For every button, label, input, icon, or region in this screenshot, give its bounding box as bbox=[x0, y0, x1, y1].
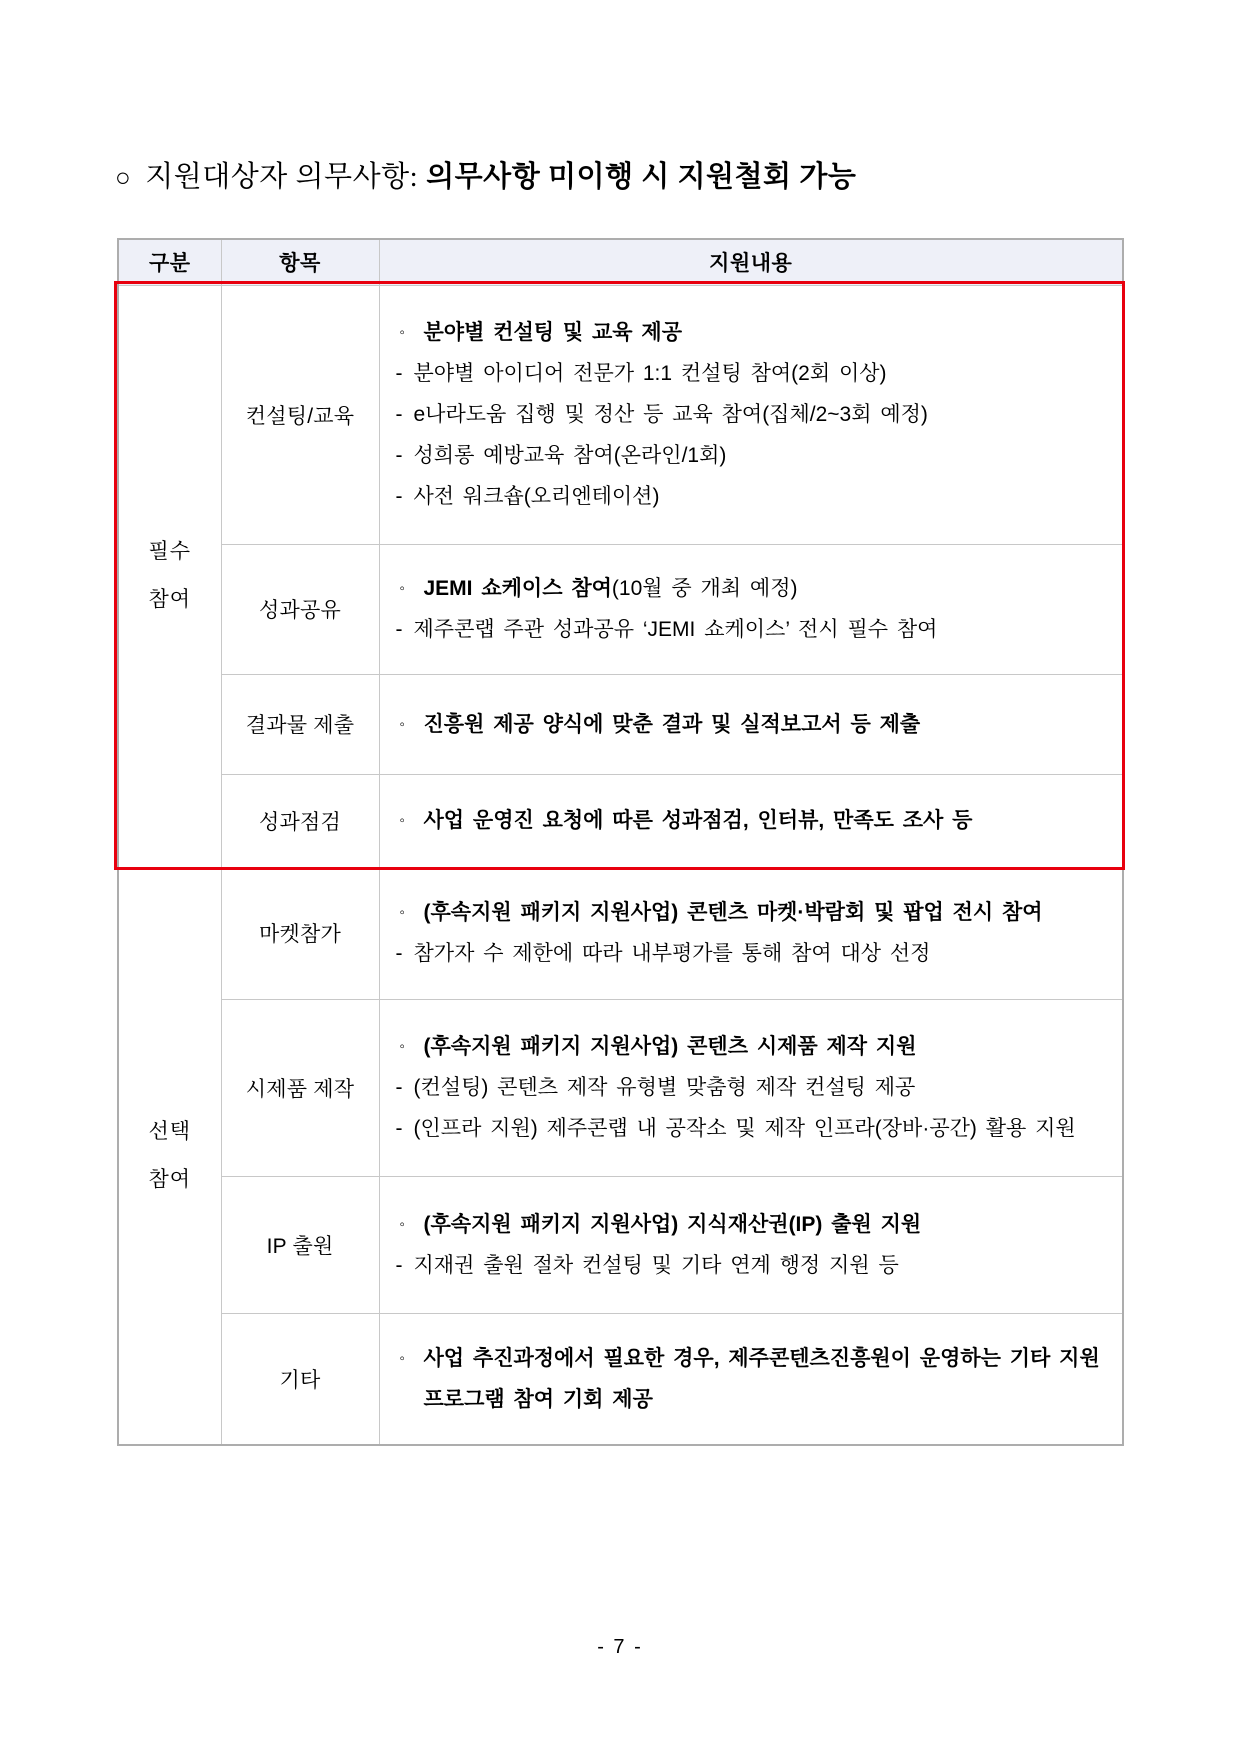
group-cell bbox=[118, 285, 221, 867]
content-text: 사업 운영진 요청에 따른 성과점검, 인터뷰, 만족도 조사 등 bbox=[423, 809, 973, 832]
content-text: (컨설팅) 콘텐츠 제작 유형별 맞춤형 제작 컨설팅 제공 bbox=[413, 1076, 916, 1099]
content-line bbox=[394, 476, 1109, 517]
content-text: (인프라 지원) 제주콘랩 내 공작소 및 제작 인프라(장바·공간) 활용 지원 bbox=[413, 1117, 1076, 1140]
circle-bullet-icon: ◦ bbox=[399, 1215, 405, 1233]
content-text: 진흥원 제공 양식에 맞춘 결과 및 실적보고서 등 제출 bbox=[423, 712, 921, 736]
group-label-line: 선택 bbox=[148, 1119, 192, 1143]
content-text: 사전 워크숍(오리엔테이션) bbox=[413, 485, 660, 508]
content-line bbox=[394, 609, 1109, 650]
item-cell: 결과물 제출 bbox=[221, 674, 379, 774]
page-title-emphasis: 의무사항 미이행 시 지원철회 가능 bbox=[426, 161, 857, 193]
content-line bbox=[394, 353, 1109, 394]
content-line bbox=[394, 1204, 1109, 1245]
content-cell bbox=[379, 999, 1123, 1176]
table-row bbox=[118, 1176, 1123, 1313]
content-cell bbox=[379, 774, 1123, 867]
content-text: 분야별 컨설팅 및 교육 제공 bbox=[423, 321, 682, 344]
circle-bullet-icon: ◦ bbox=[399, 715, 405, 733]
obligations-table bbox=[117, 238, 1124, 1446]
item-cell: 시제품 제작 bbox=[221, 999, 379, 1176]
group-label-line: 참여 bbox=[148, 588, 192, 611]
content-cell bbox=[379, 1313, 1123, 1445]
content-text: 분야별 아이디어 전문가 1:1 컨설팅 참여(2회 이상) bbox=[413, 362, 887, 385]
content-text: JEMI 쇼케이스 참여(10월 중 개최 예정) bbox=[423, 577, 798, 600]
page-title bbox=[115, 154, 1125, 195]
content-line bbox=[394, 892, 1109, 933]
content-line bbox=[394, 312, 1109, 353]
table-header-row bbox=[118, 239, 1123, 285]
circle-bullet-icon: ◦ bbox=[399, 580, 405, 597]
content-text: (후속지원 패키지 지원사업) 콘텐츠 마켓·박람회 및 팝업 전시 참여 bbox=[423, 901, 1043, 924]
content-cell bbox=[379, 1176, 1123, 1313]
content-line bbox=[394, 1108, 1109, 1149]
content-line bbox=[394, 1067, 1109, 1108]
item-cell: 기타 bbox=[221, 1313, 379, 1445]
dash-bullet-icon: - bbox=[395, 1253, 403, 1277]
content-line bbox=[394, 933, 1109, 974]
content-line bbox=[394, 394, 1109, 435]
circle-bullet-icon: ◦ bbox=[399, 812, 405, 829]
dash-bullet-icon: - bbox=[395, 1117, 403, 1140]
content-text: (후속지원 패키지 지원사업) 콘텐츠 시제품 제작 지원 bbox=[423, 1035, 917, 1058]
table-row bbox=[118, 285, 1123, 544]
item-cell: 마켓참가 bbox=[221, 867, 379, 999]
table-row bbox=[118, 774, 1123, 867]
obligations-table-wrap bbox=[117, 238, 1122, 1446]
item-cell: 성과점검 bbox=[221, 774, 379, 867]
content-text: (후속지원 패키지 지원사업) 지식재산권(IP) 출원 지원 bbox=[423, 1212, 922, 1236]
page-number: - 7 - bbox=[597, 1636, 643, 1658]
content-line bbox=[394, 435, 1109, 476]
circle-bullet-icon: ○ bbox=[115, 163, 132, 192]
dash-bullet-icon: - bbox=[395, 618, 403, 641]
dash-bullet-icon: - bbox=[395, 1076, 403, 1099]
content-cell bbox=[379, 674, 1123, 774]
dash-bullet-icon: - bbox=[395, 485, 403, 508]
content-cell bbox=[379, 867, 1123, 999]
dash-bullet-icon: - bbox=[395, 444, 403, 467]
content-text: 성희롱 예방교육 참여(온라인/1회) bbox=[413, 444, 727, 467]
group-label-line: 참여 bbox=[148, 1167, 192, 1191]
table-row bbox=[118, 999, 1123, 1176]
dash-bullet-icon: - bbox=[395, 403, 403, 426]
circle-bullet-icon: ◦ bbox=[399, 1038, 405, 1055]
table-row bbox=[118, 544, 1123, 674]
table-row bbox=[118, 1313, 1123, 1445]
content-text: 지재권 출원 절차 컨설팅 및 기타 연계 행정 지원 등 bbox=[413, 1253, 899, 1277]
circle-bullet-icon: ◦ bbox=[399, 324, 405, 341]
dash-bullet-icon: - bbox=[395, 942, 403, 965]
dash-bullet-icon: - bbox=[395, 362, 403, 385]
table-body bbox=[118, 285, 1123, 1445]
content-line bbox=[394, 1338, 1109, 1420]
content-text: 제주콘랩 주관 성과공유 ‘JEMI 쇼케이스’ 전시 필수 참여 bbox=[413, 618, 938, 641]
group-cell bbox=[118, 867, 221, 1445]
item-cell: 성과공유 bbox=[221, 544, 379, 674]
table-row bbox=[118, 674, 1123, 774]
page-title-prefix: 지원대상자 의무사항: bbox=[145, 161, 419, 193]
item-cell: 컨설팅/교육 bbox=[221, 285, 379, 544]
content-cell bbox=[379, 285, 1123, 544]
item-cell: IP 출원 bbox=[221, 1176, 379, 1313]
content-cell bbox=[379, 544, 1123, 674]
header-content: 지원내용 bbox=[379, 239, 1123, 285]
content-line bbox=[394, 568, 1109, 609]
circle-bullet-icon: ◦ bbox=[399, 1349, 405, 1367]
content-text: 참가자 수 제한에 따라 내부평가를 통해 참여 대상 선정 bbox=[413, 942, 931, 965]
content-line bbox=[394, 704, 1109, 745]
group-label-line: 필수 bbox=[148, 540, 192, 563]
content-line bbox=[394, 1026, 1109, 1067]
circle-bullet-icon: ◦ bbox=[399, 904, 405, 921]
content-text: 사업 추진과정에서 필요한 경우, 제주콘텐츠진흥원이 운영하는 기타 지원 프로그램 참여 기회 제공 bbox=[423, 1346, 1100, 1411]
header-item: 항목 bbox=[221, 239, 379, 285]
content-line bbox=[394, 1245, 1109, 1286]
table-row bbox=[118, 867, 1123, 999]
content-text: e나라도움 집행 및 정산 등 교육 참여(집체/2~3회 예정) bbox=[413, 403, 928, 426]
header-category: 구분 bbox=[118, 239, 221, 285]
content-line bbox=[394, 800, 1109, 841]
